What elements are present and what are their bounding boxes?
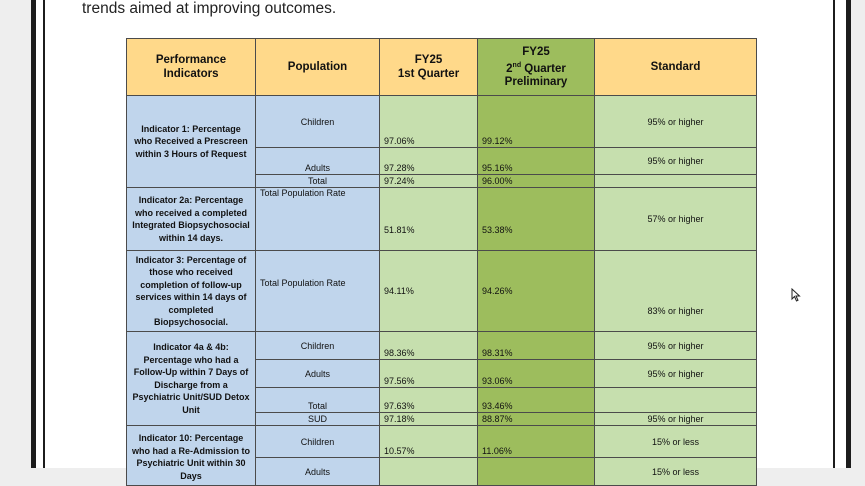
standard-cell: 15% or less bbox=[595, 458, 757, 486]
standard-cell: 15% or less bbox=[595, 426, 757, 458]
indicator-1-title: Indicator 1: Percentage who Received a Prescreen within 3 Hours of Request bbox=[127, 96, 256, 188]
q2-cell bbox=[478, 458, 595, 486]
q1-cell: 94.11% bbox=[380, 251, 478, 332]
population-cell: Total bbox=[256, 175, 380, 188]
q1-cell: 97.24% bbox=[380, 175, 478, 188]
page-border-right bbox=[833, 0, 835, 468]
q1-cell: 97.56% bbox=[380, 360, 478, 388]
header-indicators: Performance Indicators bbox=[127, 39, 256, 96]
header-row bbox=[127, 39, 757, 96]
header-population: Population bbox=[256, 39, 380, 96]
table-row bbox=[127, 332, 757, 360]
q1-cell: 97.28% bbox=[380, 148, 478, 175]
q2-cell: 99.12% bbox=[478, 96, 595, 148]
population-cell: Adults bbox=[256, 360, 380, 388]
performance-table bbox=[126, 38, 757, 486]
standard-cell: 95% or higher bbox=[595, 96, 757, 148]
intro-text: trends aimed at improving outcomes. bbox=[82, 0, 337, 17]
standard-cell: 95% or higher bbox=[595, 360, 757, 388]
indicator-10-title: Indicator 10: Percentage who had a Re-Admission to Psychiatric Unit within 30 Days bbox=[127, 426, 256, 486]
q2-cell: 93.06% bbox=[478, 360, 595, 388]
q1-cell: 97.63% bbox=[380, 388, 478, 413]
population-cell: Children bbox=[256, 426, 380, 458]
q1-cell: 97.06% bbox=[380, 96, 478, 148]
standard-cell: 95% or higher bbox=[595, 148, 757, 175]
q1-cell bbox=[380, 458, 478, 486]
population-cell: Children bbox=[256, 96, 380, 148]
table-row bbox=[127, 251, 757, 332]
indicator-4-title: Indicator 4a & 4b: Percentage who had a Follow-Up within 7 Days of Discharge from a Psychiatric Unit/SUD Detox Unit bbox=[127, 332, 256, 426]
q2-cell: 93.46% bbox=[478, 388, 595, 413]
q2-cell: 98.31% bbox=[478, 332, 595, 360]
mouse-pointer-icon bbox=[791, 288, 801, 302]
population-cell: Adults bbox=[256, 148, 380, 175]
standard-cell: 57% or higher bbox=[595, 188, 757, 251]
header-q2 bbox=[478, 39, 595, 96]
table-row bbox=[127, 426, 757, 458]
population-cell: Adults bbox=[256, 458, 380, 486]
header-q2-line2: 2nd Quarter bbox=[506, 61, 566, 75]
q2-cell: 96.00% bbox=[478, 175, 595, 188]
q1-cell: 10.57% bbox=[380, 426, 478, 458]
header-standard: Standard bbox=[595, 39, 757, 96]
header-q1-line1: FY25 bbox=[414, 54, 443, 66]
population-cell: Total bbox=[256, 388, 380, 413]
q2-cell: 53.38% bbox=[478, 188, 595, 251]
header-q2-line1: FY25 bbox=[522, 45, 550, 58]
population-cell: Children bbox=[256, 332, 380, 360]
table-row bbox=[127, 96, 757, 148]
indicator-3-title: Indicator 3: Percentage of those who received completion of follow-up services within 14 days of completed Biopsychosocial. bbox=[127, 251, 256, 332]
header-q1 bbox=[380, 39, 478, 96]
header-q2-line3: Preliminary bbox=[504, 76, 568, 89]
header-q1-line2: 1st Quarter bbox=[397, 68, 460, 80]
standard-cell bbox=[595, 388, 757, 413]
population-cell: SUD bbox=[256, 413, 380, 426]
q1-cell: 97.18% bbox=[380, 413, 478, 426]
q2-cell: 88.87% bbox=[478, 413, 595, 426]
standard-cell: 83% or higher bbox=[595, 251, 757, 332]
page-border-left bbox=[43, 0, 45, 468]
q1-cell: 98.36% bbox=[380, 332, 478, 360]
standard-cell: 95% or higher bbox=[595, 332, 757, 360]
population-cell: Total Population Rate bbox=[256, 188, 380, 251]
q2-cell: 11.06% bbox=[478, 426, 595, 458]
q1-cell: 51.81% bbox=[380, 188, 478, 251]
q2-cell: 95.16% bbox=[478, 148, 595, 175]
table-row bbox=[127, 188, 757, 251]
standard-cell: 95% or higher bbox=[595, 413, 757, 426]
standard-cell bbox=[595, 175, 757, 188]
q2-cell: 94.26% bbox=[478, 251, 595, 332]
indicator-2a-title: Indicator 2a: Percentage who received a completed Integrated Biopsychosocial within 14 days. bbox=[127, 188, 256, 251]
population-cell: Total Population Rate bbox=[256, 251, 380, 332]
